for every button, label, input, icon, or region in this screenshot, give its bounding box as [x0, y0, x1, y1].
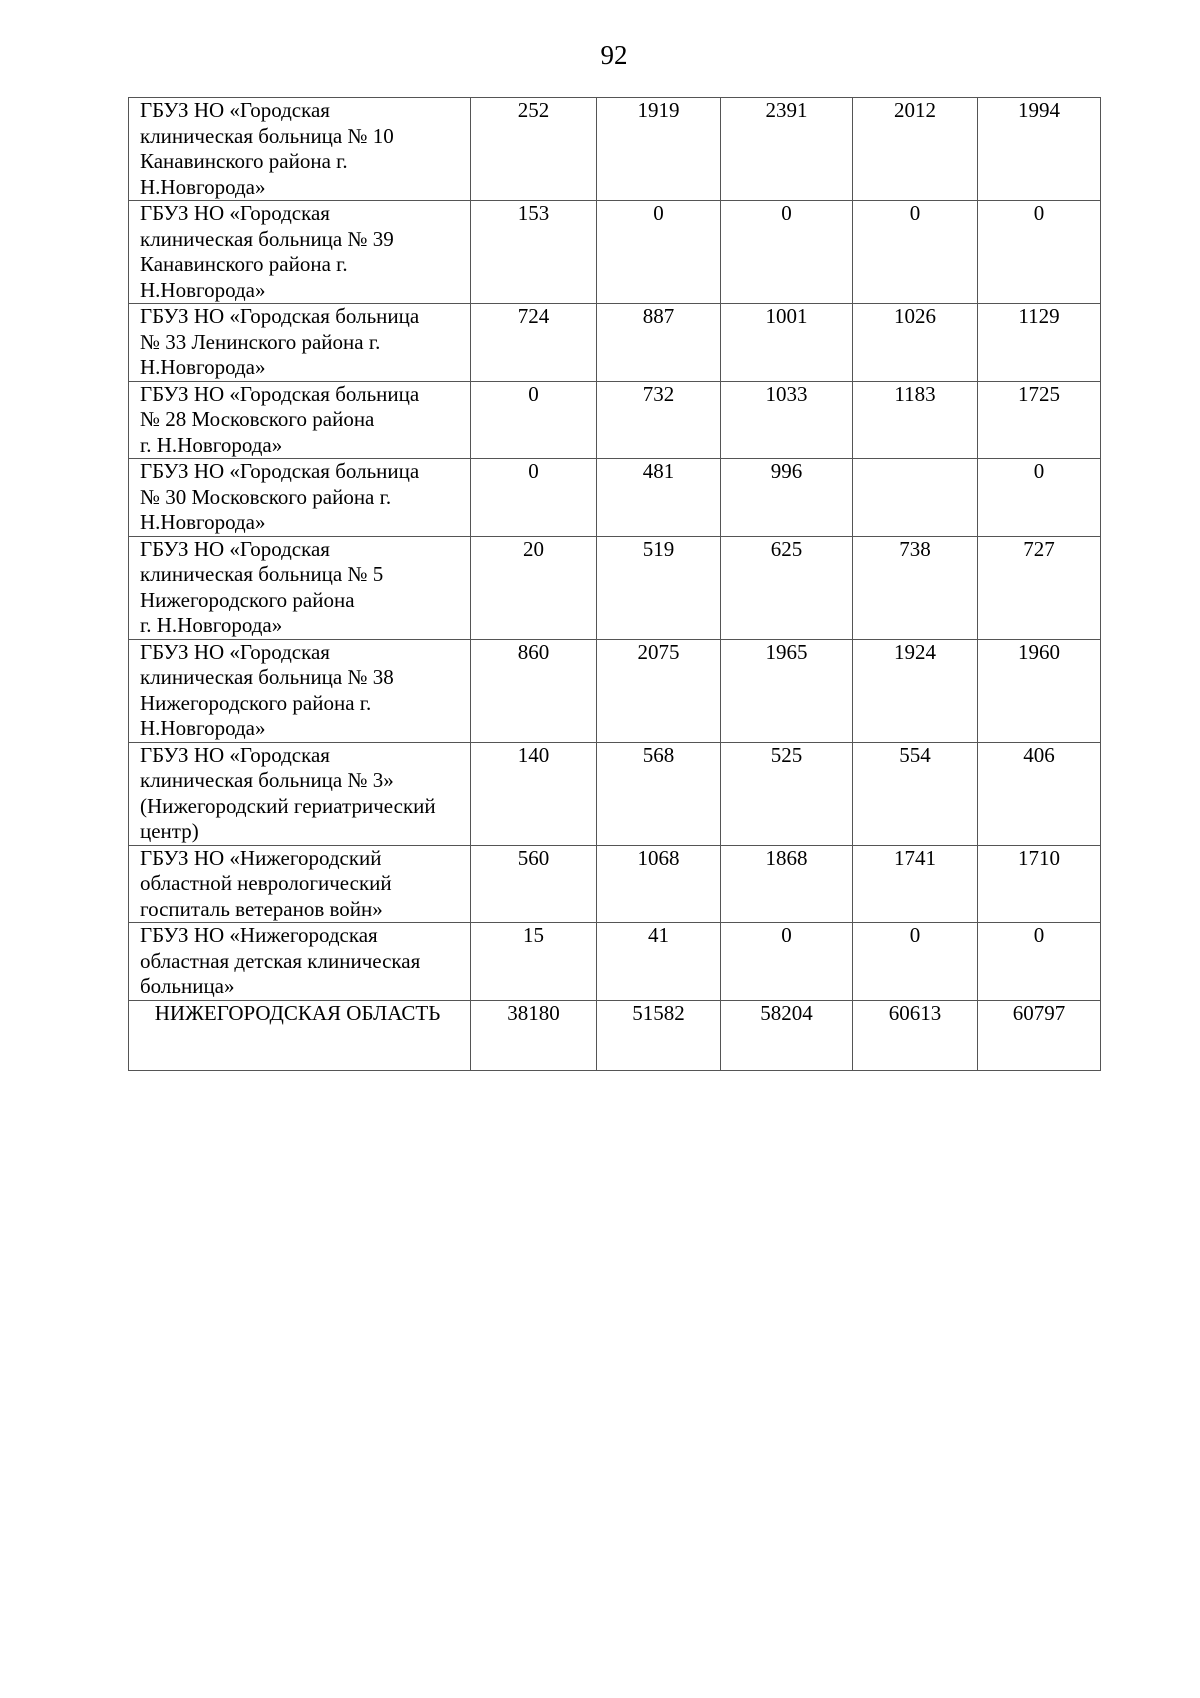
value-cell: 0 — [471, 381, 597, 459]
value-cell: 15 — [471, 923, 597, 1001]
value-cell: 732 — [597, 381, 721, 459]
value-cell: 996 — [721, 459, 853, 537]
value-cell: 568 — [597, 742, 721, 845]
value-cell: 0 — [471, 459, 597, 537]
total-value-cell: 51582 — [597, 1000, 721, 1070]
institution-name-cell — [129, 98, 471, 201]
table-row — [129, 923, 1101, 1001]
institution-name-line: ГБУЗ НО «Городская — [140, 201, 330, 225]
value-cell: 727 — [978, 536, 1101, 639]
value-cell: 1710 — [978, 845, 1101, 923]
table-row — [129, 381, 1101, 459]
value-cell: 481 — [597, 459, 721, 537]
institution-name-line: ГБУЗ НО «Нижегородский — [140, 845, 382, 870]
value-cell: 1965 — [721, 639, 853, 742]
value-cell: 2391 — [721, 98, 853, 201]
value-cell: 140 — [471, 742, 597, 845]
institution-name-line: Канавинского района г. — [140, 149, 348, 173]
value-cell: 0 — [721, 201, 853, 304]
table-row — [129, 201, 1101, 304]
value-cell: 0 — [853, 201, 978, 304]
value-cell: 0 — [978, 459, 1101, 537]
value-cell: 554 — [853, 742, 978, 845]
total-value-cell: 60797 — [978, 1000, 1101, 1070]
table-row — [129, 536, 1101, 639]
institution-name-line: клиническая больница № 39 — [140, 226, 394, 251]
value-cell: 738 — [853, 536, 978, 639]
institution-name-line: Н.Новгорода» — [140, 277, 266, 302]
institution-name-line: № 33 Ленинского района г. — [140, 329, 381, 354]
value-cell: 525 — [721, 742, 853, 845]
table-body — [129, 98, 1101, 1071]
institution-name-line: Канавинского района г. — [140, 252, 348, 276]
institution-name-line: Н.Новгорода» — [140, 355, 266, 379]
total-label: НИЖЕГОРОДСКАЯ ОБЛАСТЬ — [129, 1000, 471, 1070]
value-cell: 406 — [978, 742, 1101, 845]
institution-name-line: Нижегородского района г. — [140, 690, 372, 715]
value-cell: 625 — [721, 536, 853, 639]
institution-name-line: областной неврологический — [140, 871, 392, 895]
value-cell: 1026 — [853, 304, 978, 382]
institution-name-cell — [129, 459, 471, 537]
institution-name-line: больница» — [140, 974, 235, 998]
page-number: 92 — [600, 40, 628, 70]
institution-name-line: № 28 Московского района — [140, 407, 375, 431]
institution-name-line: ГБУЗ НО «Городская больница — [140, 381, 420, 406]
value-cell: 1129 — [978, 304, 1101, 382]
hospital-statistics-table — [128, 97, 1101, 1071]
institution-name-line: Н.Новгорода» — [140, 510, 266, 534]
value-cell: 1919 — [597, 98, 721, 201]
institution-name-line: Н.Новгорода» — [140, 174, 266, 199]
institution-name-cell — [129, 742, 471, 845]
value-cell: 0 — [853, 923, 978, 1001]
value-cell: 1924 — [853, 639, 978, 742]
value-cell: 860 — [471, 639, 597, 742]
total-row — [129, 1000, 1101, 1070]
institution-name-line: ГБУЗ НО «Городская — [140, 639, 330, 664]
value-cell: 1001 — [721, 304, 853, 382]
institution-name-line: ГБУЗ НО «Городская больница — [140, 459, 420, 483]
institution-name-line: г. Н.Новгорода» — [140, 613, 283, 637]
institution-name-line: клиническая больница № 38 — [140, 665, 394, 689]
value-cell: 1741 — [853, 845, 978, 923]
institution-name-line: № 30 Московского района г. — [140, 484, 392, 509]
table-row — [129, 304, 1101, 382]
value-cell: 2075 — [597, 639, 721, 742]
institution-name-line: ГБУЗ НО «Городская — [140, 98, 330, 122]
value-cell: 0 — [597, 201, 721, 304]
value-cell: 2012 — [853, 98, 978, 201]
value-cell: 0 — [978, 201, 1101, 304]
institution-name-line: Н.Новгорода» — [140, 716, 266, 740]
value-cell: 1183 — [853, 381, 978, 459]
value-cell: 1868 — [721, 845, 853, 923]
total-value-cell: 58204 — [721, 1000, 853, 1070]
institution-name-line: ГБУЗ НО «Городская — [140, 742, 330, 767]
institution-name-cell — [129, 304, 471, 382]
value-cell: 153 — [471, 201, 597, 304]
institution-name-line: госпиталь ветеранов войн» — [140, 896, 383, 921]
total-value-cell: 38180 — [471, 1000, 597, 1070]
value-cell: 1725 — [978, 381, 1101, 459]
institution-name-line: ГБУЗ НО «Городская — [140, 536, 330, 561]
institution-name-line: (Нижегородский гериатрический — [140, 793, 436, 818]
value-cell: 1960 — [978, 639, 1101, 742]
institution-name-cell — [129, 381, 471, 459]
table-row — [129, 639, 1101, 742]
table-row — [129, 742, 1101, 845]
institution-name-cell — [129, 536, 471, 639]
value-cell: 41 — [597, 923, 721, 1001]
institution-name-line: ГБУЗ НО «Городская больница — [140, 304, 420, 328]
institution-name-line: ГБУЗ НО «Нижегородская — [140, 923, 378, 947]
institution-name-cell — [129, 639, 471, 742]
table-row — [129, 845, 1101, 923]
value-cell: 724 — [471, 304, 597, 382]
value-cell: 0 — [978, 923, 1101, 1001]
institution-name-line: областная детская клиническая — [140, 948, 421, 973]
total-value-cell: 60613 — [853, 1000, 978, 1070]
value-cell: 0 — [721, 923, 853, 1001]
institution-name-line: г. Н.Новгорода» — [140, 432, 283, 457]
value-cell: 1033 — [721, 381, 853, 459]
institution-name-line: клиническая больница № 10 — [140, 123, 394, 148]
table-row — [129, 98, 1101, 201]
value-cell: 1994 — [978, 98, 1101, 201]
institution-name-cell — [129, 923, 471, 1001]
institution-name-line: клиническая больница № 5 — [140, 562, 384, 586]
institution-name-cell — [129, 201, 471, 304]
value-cell — [853, 459, 978, 537]
institution-name-line: клиническая больница № 3» — [140, 768, 394, 792]
table-row — [129, 459, 1101, 537]
institution-name-line: Нижегородского района — [140, 587, 355, 612]
value-cell: 519 — [597, 536, 721, 639]
institution-name-cell — [129, 845, 471, 923]
value-cell: 1068 — [597, 845, 721, 923]
value-cell: 560 — [471, 845, 597, 923]
value-cell: 20 — [471, 536, 597, 639]
value-cell: 252 — [471, 98, 597, 201]
value-cell: 887 — [597, 304, 721, 382]
institution-name-line: центр) — [140, 819, 199, 843]
